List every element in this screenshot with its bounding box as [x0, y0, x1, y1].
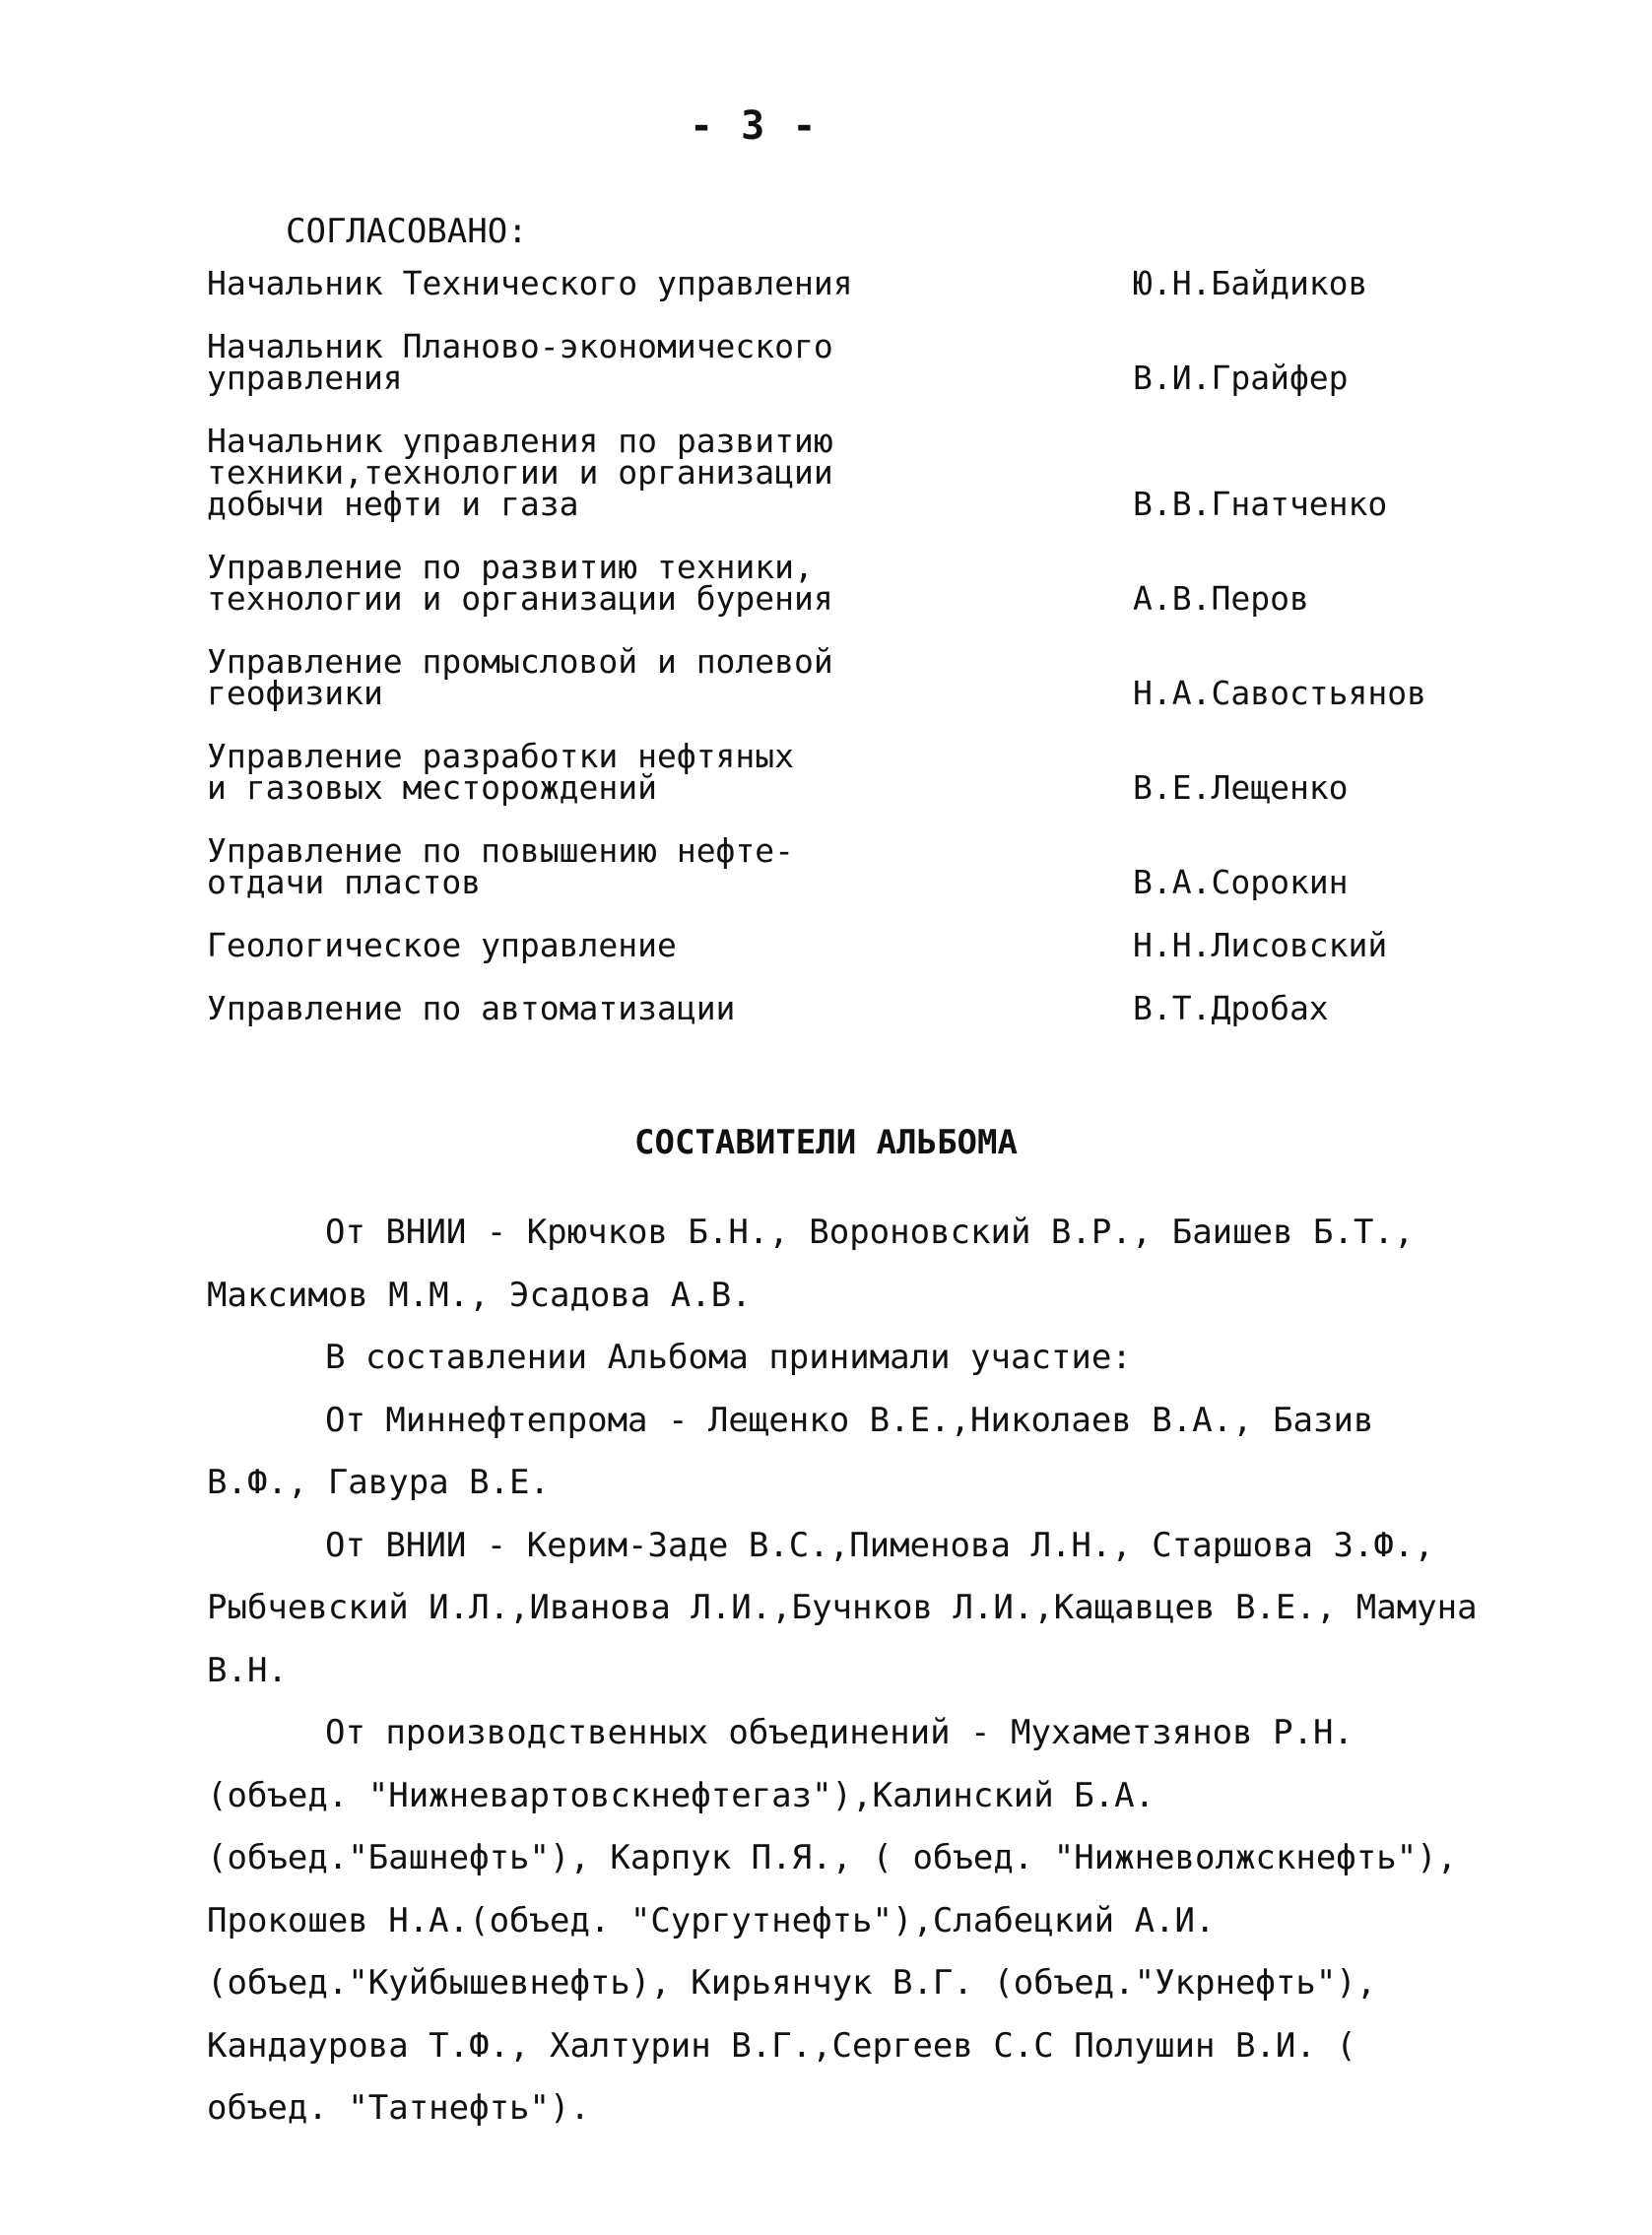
authors-paragraph: В составлении Альбома принимали участие:	[325, 1338, 1132, 1377]
agreed-signatory: В.В.Гнатченко	[1133, 485, 1388, 523]
agreed-signatory: В.А.Сорокин	[1133, 863, 1349, 901]
agreed-signatory: В.И.Грайфер	[1133, 359, 1349, 397]
page-number: - 3 -	[690, 103, 819, 149]
authors-heading: СОСТАВИТЕЛИ АЛЬБОМА	[634, 1123, 1018, 1162]
agreed-position: Начальник Планово-экономического управления	[207, 327, 833, 397]
agreed-signatory: В.Е.Лещенко	[1133, 768, 1349, 807]
authors-paragraph: От производственных объединений - Мухаметзянов Р.Н. (объед. "Нижневартовскнефтегаз"),Калинский Б.А. (объед."Башнефть"), Карпук П.Я., ( объед. "Нижневолжскнефть"), Прокошев Н.А.(объед. "Сургутнефть"),Слабецкий А.И. (объед."Куйбышевнефть), Кирьянчук В.Г. (объед."Укрнефть"), Кандаурова Т.Ф., Халтурин В.Г.,Сергеев С.С Полушин В.И. ( объед. "Татнефть").	[207, 1713, 1458, 2128]
agreed-signatory: Ю.Н.Байдиков	[1133, 264, 1368, 302]
authors-paragraph: От ВНИИ - Керим-Заде В.С.,Пименова Л.Н., Старшова З.Ф., Рыбчевский И.Л.,Иванова Л.И.,Бучнков Л.И.,Кащавцев В.Е., Мамуна В.Н.	[207, 1525, 1478, 1690]
agreed-position: Управление по автоматизации	[207, 989, 736, 1027]
agreed-signatory: Н.Н.Лисовский	[1133, 926, 1388, 964]
agreed-heading: СОГЛАСОВАНО:	[286, 212, 528, 251]
agreed-position: Начальник управления по развитию техники,технологии и организации добычи нефти и газа	[207, 422, 833, 523]
authors-body	[207, 1202, 1487, 2140]
agreed-signatory: А.В.Перов	[1133, 579, 1309, 618]
agreed-position: Управление разработки нефтяных и газовых месторождений	[207, 737, 795, 807]
agreed-signatory: В.Т.Дробах	[1133, 989, 1329, 1027]
agreed-signatory: Н.А.Савостьянов	[1133, 674, 1427, 712]
agreed-position: Управление промысловой и полевой геофизики	[207, 642, 833, 712]
authors-paragraph: От ВНИИ - Крючков Б.Н., Вороновский В.Р., Баишев Б.Т., Максимов М.М., Эсадова А.В.	[207, 1213, 1415, 1315]
agreed-position: Управление по развитию техники, технологии и организации бурения	[207, 548, 833, 618]
authors-paragraph: От Миннефтепрома - Лещенко В.Е.,Николаев В.А., Базив В.Ф., Гавура В.Е.	[207, 1400, 1374, 1502]
agreed-position: Управление по повышению нефте- отдачи пластов	[207, 831, 795, 901]
agreed-position: Начальник Технического управления	[207, 264, 853, 302]
agreed-position: Геологическое управление	[207, 926, 677, 964]
